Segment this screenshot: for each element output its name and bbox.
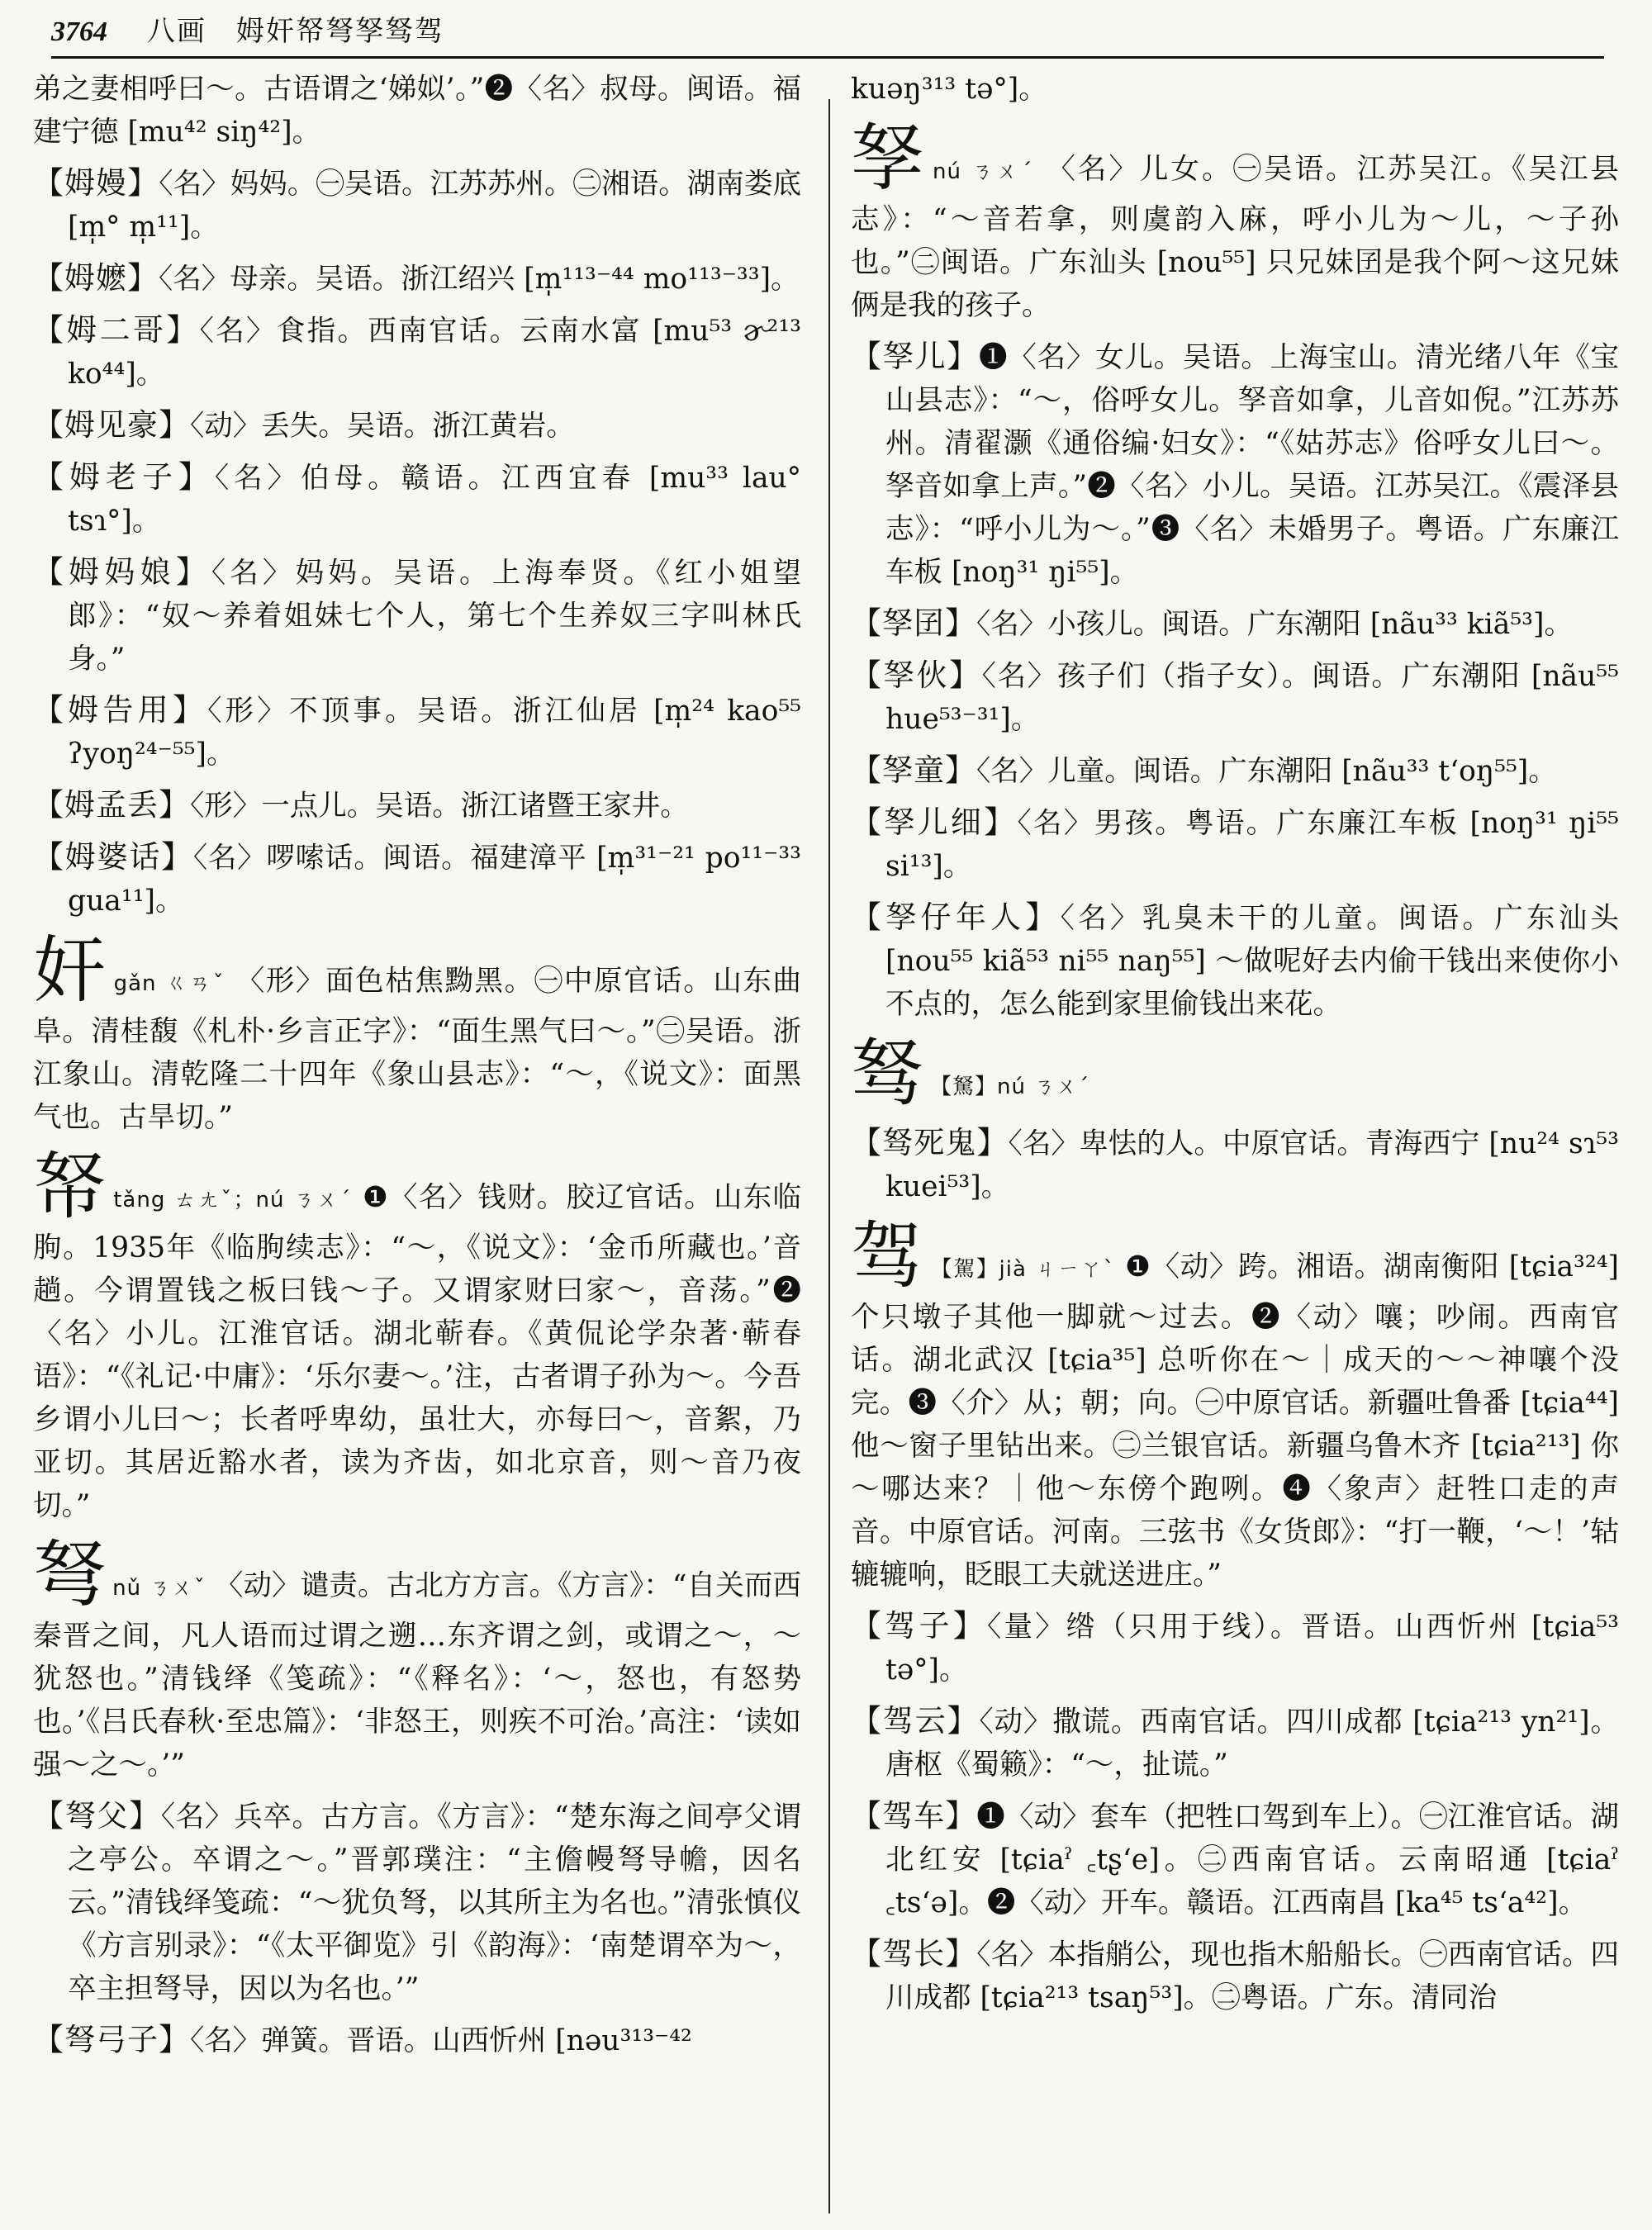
entry-headword: 【孥儿】	[851, 339, 980, 374]
word-entry	[33, 551, 801, 681]
definition-text: 〈形〉面色枯焦黝黑。㊀中原官话。山东曲阜。清桂馥《札朴·乡言正字》：“面生黑气曰～。”㊁吴语。浙江象山。清乾隆二十四年《象山县志》：“～，《说文》：面黑气也。古旱切。”	[33, 965, 801, 1134]
word-entry	[851, 335, 1619, 594]
left-column	[33, 68, 801, 2215]
character-entry	[33, 1144, 801, 1527]
definition-text: 〈名〉弹簧。晋语。山西忻州 [nəu³¹³⁻⁴²	[190, 2024, 692, 2057]
definition-text: kuəŋ³¹³ tə°]。	[851, 73, 1047, 106]
definition-text: 〈动〉丢失。吴语。浙江黄岩。	[190, 410, 575, 443]
entry-headword: 【姆嬷】	[33, 260, 159, 296]
definition-text: 〈动〉撒谎。西南官话。四川成都 [tɕia²¹³ yn²¹]。唐枢《蜀籁》：“～，扯谎。”	[885, 1706, 1619, 1782]
definition-text: 〈名〉卑怯的人。中原官话。青海西宁 [nu²⁴ sɿ⁵³ kuei⁵³]。	[885, 1127, 1619, 1203]
page-header	[51, 8, 1604, 59]
continued-text	[33, 68, 801, 154]
word-entry	[851, 749, 1619, 793]
word-entry	[851, 1933, 1619, 2019]
definition-text: ❶〈动〉套车（把牲口驾到车上）。㊀江淮官话。湖北红安 [tɕiaˀ ꜀tʂʻe]。㊁西南官话。云南昭通 [tɕiaˀ ꜀tsʻə]。❷〈动〉开车。赣语。江西南昌 [ka⁴⁵ tsʻa⁴²]。	[885, 1801, 1619, 1919]
headword-character: 奸	[33, 928, 107, 1013]
character-entry	[33, 1532, 801, 1786]
page-number: 3764	[51, 17, 107, 47]
entry-headword: 【孥伙】	[851, 657, 982, 693]
entry-headword: 【姆老子】	[33, 459, 215, 495]
definition-text: 〈名〉儿女。㊀吴语。江苏吴江。《吴江县志》：“～音若拿，则虞韵入麻，呼小儿为～儿，～子孙也。”㊁闽语。广东汕头 [nou⁵⁵] 只兄妹囝是我个阿～这兄妹俩是我的孩子。	[851, 153, 1619, 322]
entry-headword: 【孥仔年人】	[851, 899, 1061, 935]
entry-headword: 【姆二哥】	[33, 312, 200, 348]
word-entry	[33, 257, 801, 301]
word-entry	[33, 404, 801, 448]
entry-headword: 【弩父】	[33, 1798, 161, 1834]
word-entry	[33, 162, 801, 249]
entry-headword: 【姆告用】	[33, 692, 208, 728]
pronunciation: nú ㄋㄨˊ	[933, 159, 1036, 184]
definition-text: 〈名〉妈妈。㊀吴语。江苏苏州。㊁湘语。湖南娄底 [m̩° m̩¹¹]。	[68, 168, 801, 244]
word-entry	[851, 1795, 1619, 1924]
right-column	[851, 68, 1619, 2215]
entry-headword: 【驾长】	[851, 1936, 977, 1971]
entry-headword: 【姆妈娘】	[33, 554, 211, 590]
pronunciation: nǔ ㄋㄨˇ	[112, 1576, 206, 1601]
definition-text: 〈形〉不顶事。吴语。浙江仙居 [m̩²⁴ kao⁵⁵ ʔyoŋ²⁴⁻⁵⁵]。	[68, 695, 801, 771]
definition-text: 〈动〉谴责。古北方方言。《方言》：“自关而西秦晋之间，凡人语而过谓之遡…东齐谓之剑，或谓之～，～犹怒也。”清钱绎《笺疏》：“《释名》：‘～，怒也，有怒势也。’《吕氏春秋·至忠篇》：‘非怒王，则疾不可治。’高注：‘读如强～之～。’”	[33, 1569, 801, 1782]
definition-text: 〈名〉小孩儿。闽语。广东潮阳 [nãu³³ kiã⁵³]。	[976, 608, 1573, 641]
definition-text: 〈名〉乳臭未干的儿童。闽语。广东汕头 [nou⁵⁵ kiã⁵³ ni⁵⁵ naŋ⁵⁵] ～做呢好去内偷干钱出来使你小不点的，怎么能到家里偷钱出来花。	[885, 902, 1619, 1021]
word-entry	[851, 896, 1619, 1026]
definition-text: 〈名〉伯母。赣语。江西宜春 [mu³³ lau° tsɿ°]。	[68, 462, 801, 538]
word-entry	[33, 689, 801, 776]
entry-headword: 【驾车】	[851, 1798, 977, 1834]
word-entry	[33, 2019, 801, 2062]
definition-text: 〈名〉男孩。粤语。广东廉江车板 [noŋ³¹ ŋi⁵⁵ si¹³]。	[885, 807, 1619, 883]
definition-text: 〈量〉绺（只用于线）。晋语。山西忻州 [tɕia⁵³ tə°]。	[885, 1611, 1619, 1687]
pronunciation: 【駑】nú ㄋㄨˊ	[930, 1075, 1090, 1099]
entry-headword: 【姆嫚】	[33, 165, 159, 201]
entry-headword: 【姆孟丢】	[33, 787, 190, 823]
headword-character: 孥	[851, 116, 927, 201]
word-entry	[851, 654, 1619, 741]
pronunciation: gǎn ㄍㄢˇ	[113, 971, 226, 996]
definition-text: 〈名〉兵卒。古方言。《方言》：“楚东海之间亭父谓之亭公。卒谓之～。”晋郭璞注：“主儋幔弩导幨，因名云。”清钱绎笺疏：“～犹负弩，以其所主为名也。”清张慎仪《方言别录》：“《太平御览》引《韵海》：‘南楚谓卒为～，卒主担弩导，因以为名也。’”	[68, 1801, 801, 2005]
word-entry	[851, 801, 1619, 888]
word-entry	[33, 309, 801, 396]
pronunciation: tǎng ㄊㄤˇ；nú ㄋㄨˊ	[113, 1188, 353, 1212]
pronunciation: 【駕】jià ㄐㄧㄚˋ	[930, 1257, 1116, 1282]
word-entry	[33, 784, 801, 828]
definition-text: 〈名〉本指艄公，现也指木船船长。㊀西南官话。四川成都 [tɕia²¹³ tsaŋ⁵³]。㊁粤语。广东。清同治	[885, 1938, 1619, 2014]
character-entry	[33, 928, 801, 1139]
definition-text: 〈名〉儿童。闽语。广东潮阳 [nãu³³ tʻoŋ⁵⁵]。	[976, 755, 1557, 788]
entry-headword: 【姆婆话】	[33, 839, 193, 875]
word-entry	[851, 1700, 1619, 1786]
entry-headword: 【孥童】	[851, 752, 976, 788]
word-entry	[33, 456, 801, 543]
definition-text: 〈名〉孩子们（指子女）。闽语。广东潮阳 [nãu⁵⁵ hue⁵³⁻³¹]。	[885, 660, 1619, 736]
definition-text: 〈名〉妈妈。吴语。上海奉贤。《红小姐望郎》：“奴～养着姐妹七个人，第七个生养奴三字叫林氏身。”	[68, 557, 801, 676]
column-divider	[828, 99, 830, 2213]
headword-character: 帑	[33, 1144, 107, 1229]
character-entry	[851, 116, 1619, 327]
definition-text: 〈名〉母亲。吴语。浙江绍兴 [m̩¹¹³⁻⁴⁴ mo¹¹³⁻³³]。	[159, 263, 800, 296]
entry-headword: 【姆见豪】	[33, 407, 190, 443]
headword-character: 驾	[851, 1213, 924, 1298]
word-entry	[33, 836, 801, 923]
word-entry	[851, 602, 1619, 646]
character-entry	[851, 1031, 1619, 1116]
entry-headword: 【孥囝】	[851, 605, 976, 641]
definition-text: ❶〈动〉跨。湘语。湖南衡阳 [tɕia³²⁴] 个只墩子其他一脚就～过去。❷〈动〉嚷；吵闹。西南官话。湖北武汉 [tɕia³⁵] 总听你在～｜成天的～～神嚷个没完。❸〈介〉从；朝；向。㊀中原官话。新疆吐鲁番 [tɕia⁴⁴] 他～窗子里钻出来。㊁兰银官话。新疆乌鲁木齐 [tɕia²¹³] 你～哪达来？｜他～东傍个跑咧。❹〈象声〉赶牲口走的声音。中原官话。河南。三弦书《女货郎》：“打一鞭，‘～！’轱辘辘响，眨眼工夫就送进庄。”	[851, 1250, 1619, 1592]
continued-text	[851, 68, 1619, 111]
definition-text: ❶〈名〉钱财。胶辽官话。山东临朐。1935年《临朐续志》：“～，《说文》：‘金币所藏也。’音趟。今谓置钱之板曰钱～子。又谓家财曰家～，音荡。”❷〈名〉小儿。江淮官话。湖北蕲春。《黄侃论学杂著·蕲春语》：“《礼记·中庸》：‘乐尔妻～。’注，古者谓子孙为～。今吾乡谓小儿曰～；长者呼卑幼，虽壮大，亦每曰～，音絮，乃亚切。其居近豁水者，读为齐齿，如北京音，则～音乃夜切。”	[33, 1181, 801, 1522]
character-entry	[851, 1213, 1619, 1597]
definition-text: 弟之妻相呼曰～。古语谓之‘娣姒’。”❷〈名〉叔母。闽语。福建宁德 [mu⁴² siŋ⁴²]。	[33, 73, 801, 149]
definition-text: 〈名〉啰嗦话。闽语。福建漳平 [m̩³¹⁻²¹ po¹¹⁻³³ gua¹¹]。	[68, 842, 801, 918]
page-title: 八画 姆奸帑弩孥驽驾	[147, 15, 444, 48]
entry-headword: 【孥儿细】	[851, 804, 1018, 840]
entry-headword: 【驾子】	[851, 1608, 987, 1644]
entry-headword: 【驾云】	[851, 1703, 980, 1739]
definition-text: 〈形〉一点儿。吴语。浙江诸暨王家井。	[190, 790, 689, 823]
definition-text: 〈名〉食指。西南官话。云南水富 [mu⁵³ ɚ²¹³ ko⁴⁴]。	[68, 315, 801, 391]
word-entry	[851, 1122, 1619, 1208]
word-entry	[851, 1605, 1619, 1691]
word-entry	[33, 1795, 801, 2010]
headword-character: 弩	[33, 1532, 107, 1617]
definition-text: ❶〈名〉女儿。吴语。上海宝山。清光绪八年《宝山县志》：“～，俗呼女儿。孥音如拿，儿音如倪。”江苏苏州。清翟灏《通俗编·妇女》：“《姑苏志》俗呼女儿曰～。孥音如拿上声。”❷〈名〉小儿。吴语。江苏吴江。《震泽县志》：“呼小儿为～。”❸〈名〉未婚男子。粤语。广东廉江车板 [noŋ³¹ ŋi⁵⁵]。	[885, 341, 1619, 589]
entry-headword: 【弩弓子】	[33, 2022, 190, 2057]
headword-character: 驽	[851, 1031, 924, 1116]
entry-headword: 【驽死鬼】	[851, 1125, 1009, 1160]
